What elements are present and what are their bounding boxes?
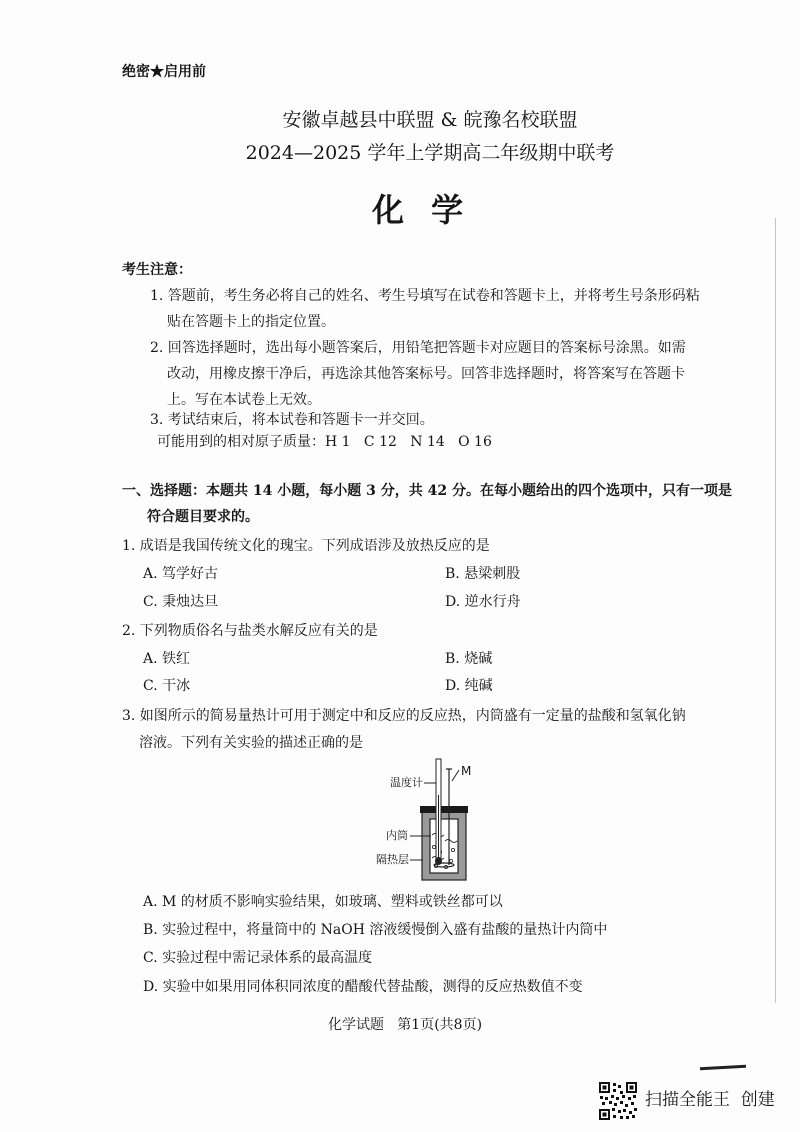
scan-mark	[700, 1065, 746, 1070]
question-1-option-c: C. 秉烛达旦	[143, 594, 219, 610]
question-2-stem: 2. 下列物质俗名与盐类水解反应有关的是	[122, 623, 378, 639]
section-heading-line-1: 一、选择题：本题共 14 小题，每小题 3 分，共 42 分。在每小题给出的四个选项中，只有一项是	[122, 483, 732, 499]
question-3-stem-line-2: 溶液。下列有关实验的描述正确的是	[139, 735, 363, 751]
question-2-option-c: C. 干冰	[143, 678, 191, 694]
question-3-stem-line-1: 3. 如图所示的简易量热计可用于测定中和反应的反应热，内筒盛有一定量的盐酸和氢氧化钠	[122, 708, 686, 724]
scanner-watermark: 扫描全能王 创建	[645, 1090, 775, 1110]
thermometer-label: 温度计	[390, 776, 423, 789]
alliance-title: 安徽卓越县中联盟 & 皖豫名校联盟	[282, 109, 578, 131]
notice-item-1-line-2: 贴在答题卡上的指定位置。	[167, 314, 335, 330]
question-3-option-c: C. 实验过程中需记录体系的最高温度	[143, 950, 373, 966]
subject-title: 化 学	[372, 191, 472, 229]
notice-item-2-line-3: 上。写在本试卷上无效。	[167, 392, 321, 408]
question-2-option-a: A. 铁红	[143, 651, 191, 667]
question-1-option-b: B. 悬梁刺股	[445, 566, 521, 582]
scan-edge-line	[775, 218, 776, 1003]
notice-heading: 考生注意：	[122, 262, 192, 278]
qr-code	[599, 1082, 637, 1120]
question-3-option-d: D. 实验中如果用同体积同浓度的醋酸代替盐酸，测得的反应热数值不变	[143, 979, 583, 995]
question-1-stem: 1. 成语是我国传统文化的瑰宝。下列成语涉及放热反应的是	[122, 538, 490, 554]
section-heading-line-2: 符合题目要求的。	[147, 509, 259, 525]
notice-item-1-line-1: 1. 答题前，考生务必将自己的姓名、考生号填写在试卷和答题卡上，并将考生号条形码粘	[150, 288, 700, 304]
question-1-option-d: D. 逆水行舟	[445, 594, 521, 610]
lid	[420, 806, 468, 813]
thermometer	[435, 759, 442, 865]
notice-item-3-line-1: 3. 考试结束后，将本试卷和答题卡一并交回。	[150, 412, 434, 428]
atomic-masses: 可能用到的相对原子质量：H 1 C 12 N 14 O 16	[157, 434, 492, 450]
question-3-option-b: B. 实验过程中，将量筒中的 NaOH 溶液缓慢倒入盛有盐酸的量热计内筒中	[143, 922, 608, 938]
question-2-option-b: B. 烧碱	[445, 651, 493, 667]
notice-item-2-line-2: 改动，用橡皮擦干净后，再选涂其他答案标号。回答非选择题时，将答案写在答题卡	[167, 366, 685, 382]
exam-title: 2024—2025 学年上学期高二年级期中联考	[245, 142, 615, 164]
page-footer: 化学试题 第1页(共8页)	[327, 1017, 483, 1033]
question-3-option-a: A. M 的材质不影响实验结果，如玻璃、塑料或铁丝都可以	[143, 894, 503, 910]
insulation-label: 隔热层	[376, 853, 409, 866]
stirrer-label: M	[461, 764, 472, 778]
question-2-option-d: D. 纯碱	[445, 678, 493, 694]
notice-item-2-line-1: 2. 回答选择题时，选出每小题答案后，用铅笔把答题卡对应题目的答案标号涂黑。如需	[150, 340, 686, 356]
inner-cup-label: 内筒	[386, 829, 408, 842]
stirrer-leader-line	[452, 770, 459, 781]
question-1-option-a: A. 笃学好古	[143, 566, 219, 582]
confidential-label: 绝密★启用前	[122, 64, 206, 80]
